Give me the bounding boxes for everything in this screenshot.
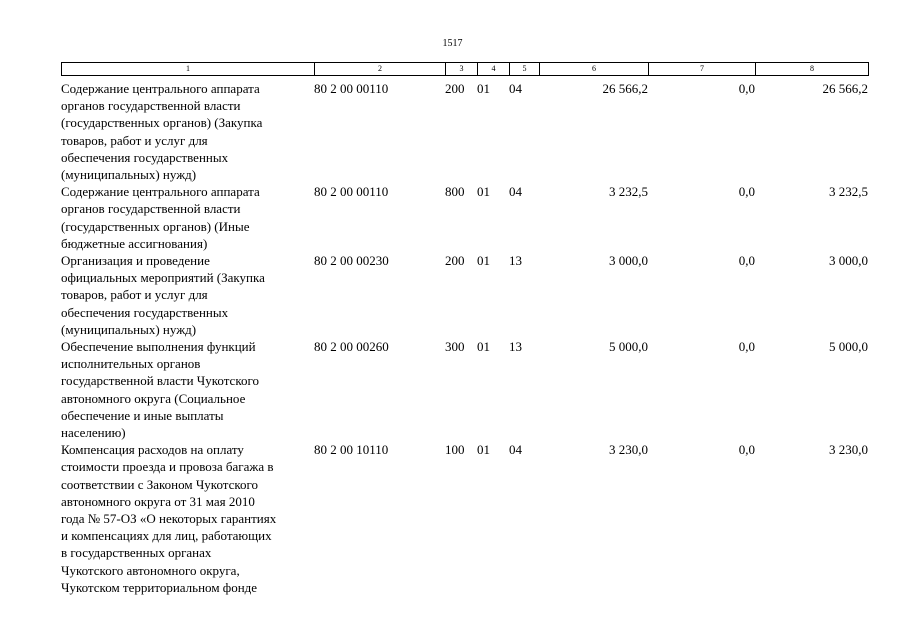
- row-col-4: 01: [477, 339, 490, 355]
- row-col-3: 200: [445, 81, 465, 96]
- row-code: 80 2 00 00110: [314, 81, 389, 96]
- header-col-2: 2: [315, 63, 446, 76]
- row-name-line: (государственных органов) (Иные: [61, 218, 250, 234]
- header-col-7: 7: [649, 63, 756, 76]
- row-name-line: органов государственной власти: [61, 98, 241, 114]
- row-col-6: 5 000,0: [609, 339, 648, 355]
- row-col-6: 3 230,0: [609, 442, 648, 458]
- row-col-3: 100: [445, 442, 465, 458]
- row-col-3: 800: [445, 184, 465, 200]
- row-name-line: автономного округа (Социальное: [61, 390, 246, 406]
- row-code: 80 2 00 00260: [314, 339, 389, 355]
- row-col-3: 300: [445, 339, 465, 355]
- row-name-line: обеспечения государственных: [61, 149, 229, 165]
- table-row: [61, 252, 868, 338]
- row-col-6: 26 566,2: [602, 81, 648, 96]
- row-name-line: исполнительных органов: [61, 356, 201, 372]
- row-name: [61, 183, 313, 252]
- row-name-line: государственной власти Чукотского: [61, 373, 259, 389]
- row-col-4: 01: [477, 442, 490, 458]
- row-col-7: 0,0: [738, 442, 755, 458]
- row-name-line: Содержание центрального аппарата: [61, 81, 260, 96]
- header-col-3: 3: [446, 63, 478, 76]
- header-col-8: 8: [756, 63, 869, 76]
- row-col-4: 01: [477, 184, 490, 200]
- row-name-line: (муниципальных) нужд): [61, 321, 197, 337]
- row-col-6: 3 000,0: [609, 253, 648, 269]
- table-row: [61, 183, 868, 252]
- row-name: [61, 252, 313, 338]
- row-name-line: и компенсациях для лиц, работающих: [61, 528, 272, 544]
- row-col-7: 0,0: [738, 81, 755, 96]
- row-name-line: обеспечения государственных: [61, 304, 229, 320]
- header-col-4: 4: [478, 63, 510, 76]
- header-col-5: 5: [510, 63, 540, 76]
- row-col-5: 13: [509, 253, 522, 269]
- row-name: [61, 80, 313, 183]
- header-col-1: 1: [62, 63, 315, 76]
- row-name-line: обеспечение и иные выплаты: [61, 407, 224, 423]
- row-col-5: 04: [509, 81, 522, 96]
- table-row: [61, 338, 868, 441]
- table-row: [61, 441, 868, 596]
- row-code: 80 2 00 10110: [314, 442, 389, 458]
- row-col-8: 26 566,2: [822, 81, 868, 96]
- row-col-4: 01: [477, 81, 490, 96]
- row-code: 80 2 00 00110: [314, 184, 389, 200]
- column-number-header: [61, 62, 869, 76]
- table-row: [61, 80, 868, 183]
- row-name-line: стоимости проезда и провоза багажа в: [61, 459, 274, 475]
- row-name-line: Чукотского автономного округа,: [61, 562, 240, 578]
- row-name-line: населению): [61, 425, 126, 441]
- row-col-7: 0,0: [738, 253, 755, 269]
- row-col-8: 3 000,0: [829, 253, 868, 269]
- row-name-line: Обеспечение выполнения функций: [61, 339, 256, 355]
- row-name-line: года № 57-ОЗ «О некоторых гарантиях: [61, 511, 277, 527]
- row-name-line: Организация и проведение: [61, 253, 210, 269]
- row-col-8: 5 000,0: [829, 339, 868, 355]
- row-name: [61, 441, 313, 596]
- row-name: [61, 338, 313, 441]
- row-name-line: официальных мероприятий (Закупка: [61, 270, 265, 286]
- row-name-line: Содержание центрального аппарата: [61, 184, 260, 200]
- row-code: 80 2 00 00230: [314, 253, 389, 269]
- row-name-line: Компенсация расходов на оплату: [61, 442, 244, 458]
- row-col-5: 04: [509, 442, 522, 458]
- page-number: 1517: [442, 38, 463, 49]
- row-name-line: автономного округа от 31 мая 2010: [61, 493, 255, 509]
- row-name-line: товаров, работ и услуг для: [61, 132, 208, 148]
- row-col-8: 3 230,0: [829, 442, 868, 458]
- row-col-7: 0,0: [738, 184, 755, 200]
- row-name-line: соответствии с Законом Чукотского: [61, 476, 259, 492]
- row-col-5: 04: [509, 184, 522, 200]
- budget-rows: [61, 80, 868, 596]
- row-name-line: бюджетные ассигнования): [61, 235, 208, 251]
- header-col-6: 6: [540, 63, 649, 76]
- row-name-line: (муниципальных) нужд): [61, 167, 197, 183]
- row-name-line: Чукотском территориальном фонде: [61, 579, 258, 595]
- row-name-line: (государственных органов) (Закупка: [61, 115, 263, 131]
- row-col-7: 0,0: [738, 339, 755, 355]
- row-col-3: 200: [445, 253, 465, 269]
- row-col-6: 3 232,5: [609, 184, 648, 200]
- row-col-4: 01: [477, 253, 490, 269]
- row-name-line: в государственных органах: [61, 545, 212, 561]
- row-name-line: товаров, работ и услуг для: [61, 287, 208, 303]
- row-col-5: 13: [509, 339, 522, 355]
- row-col-8: 3 232,5: [829, 184, 868, 200]
- row-name-line: органов государственной власти: [61, 201, 241, 217]
